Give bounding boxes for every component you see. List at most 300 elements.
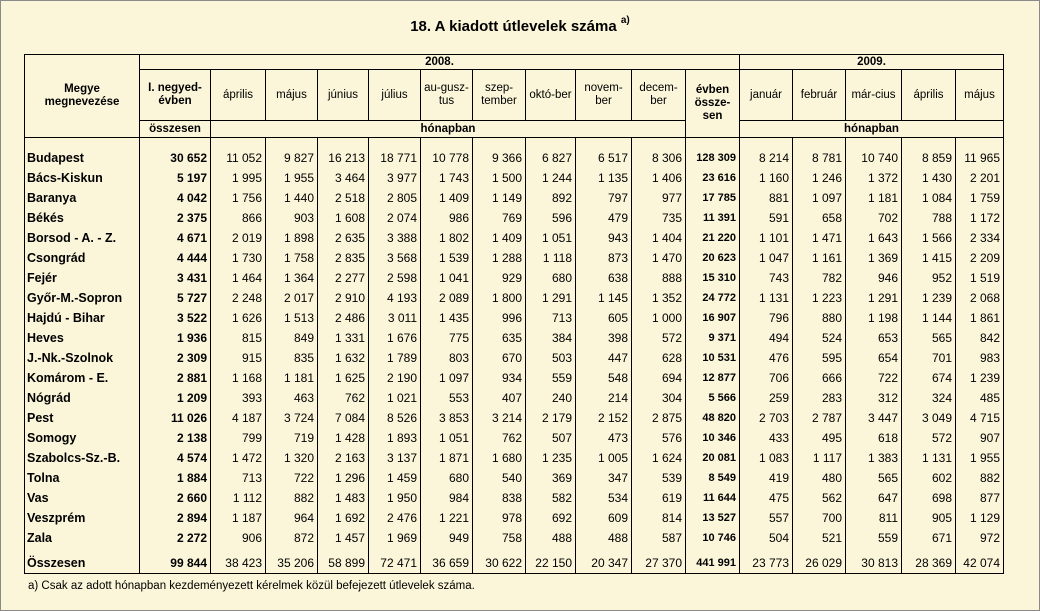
table-cell: 1 884	[140, 468, 211, 488]
table-cell: 762	[473, 428, 526, 448]
table-cell: 666	[793, 368, 846, 388]
table-cell: 775	[421, 328, 473, 348]
table-cell: 7 084	[318, 408, 369, 428]
table-cell: 671	[902, 528, 956, 548]
table-cell: 1 893	[369, 428, 421, 448]
table-cell: 1 404	[632, 228, 686, 248]
table-cell: 6 517	[576, 148, 632, 168]
table-cell: 1 372	[846, 168, 902, 188]
table-cell: 20 081	[686, 448, 740, 468]
county-name: Somogy	[25, 428, 140, 448]
table-cell: 18 771	[369, 148, 421, 168]
table-cell: 595	[793, 348, 846, 368]
table-cell: 628	[632, 348, 686, 368]
table-cell: 5 727	[140, 288, 211, 308]
table-cell: 1 021	[369, 388, 421, 408]
table-cell: 1 296	[318, 468, 369, 488]
table-cell: 1 861	[956, 308, 1004, 328]
table-cell: 1 608	[318, 208, 369, 228]
table-cell: 8 526	[369, 408, 421, 428]
table-cell: 128 309	[686, 148, 740, 168]
table-cell: 881	[740, 188, 793, 208]
table-cell: 572	[632, 328, 686, 348]
table-cell: 23 773	[740, 553, 793, 574]
table-cell: 605	[576, 308, 632, 328]
table-cell: 946	[846, 268, 902, 288]
page-title: 18. A kiadott útlevelek száma $^{a)}$	[410, 15, 630, 35]
table-cell: 587	[632, 528, 686, 548]
table-cell: 2 190	[369, 368, 421, 388]
table-cell: 814	[632, 508, 686, 528]
month-header-2008: július	[369, 70, 421, 121]
county-name: Veszprém	[25, 508, 140, 528]
table-cell: 1 041	[421, 268, 473, 288]
table-cell: 3 214	[473, 408, 526, 428]
table-cell: 1 483	[318, 488, 369, 508]
table-cell: 905	[902, 508, 956, 528]
table-cell: 1 470	[632, 248, 686, 268]
table-row	[25, 528, 1004, 548]
table-cell: 915	[211, 348, 266, 368]
table-cell: 1 626	[211, 308, 266, 328]
table-cell: 26 029	[793, 553, 846, 574]
table-cell: 3 464	[318, 168, 369, 188]
title-footnote-marker: a)	[620, 15, 630, 26]
table-cell: 20 347	[576, 553, 632, 574]
table-cell: 553	[421, 388, 473, 408]
table-cell: 2 881	[140, 368, 211, 388]
table-cell: 11 052	[211, 148, 266, 168]
table-cell: 892	[526, 188, 576, 208]
table-cell: 8 781	[793, 148, 846, 168]
table-cell: 2 334	[956, 228, 1004, 248]
table-cell: 702	[846, 208, 902, 228]
table-cell: 638	[576, 268, 632, 288]
table-cell: 15 310	[686, 268, 740, 288]
table-cell: 653	[846, 328, 902, 348]
table-cell: 929	[473, 268, 526, 288]
table-cell: 1 000	[632, 308, 686, 328]
table-row	[25, 468, 1004, 488]
month-header-2009: már-cius	[846, 70, 902, 121]
table-cell: 495	[793, 428, 846, 448]
table-cell: 964	[266, 508, 318, 528]
table-cell: 2 375	[140, 208, 211, 228]
table-cell: 3 049	[902, 408, 956, 428]
table-cell: 5 566	[686, 388, 740, 408]
table-cell: 872	[266, 528, 318, 548]
table-cell: 5 197	[140, 168, 211, 188]
table-cell: 369	[526, 468, 576, 488]
table-cell: 1 320	[266, 448, 318, 468]
table-cell: 565	[846, 468, 902, 488]
table-cell: 2 074	[369, 208, 421, 228]
table-cell: 1 950	[369, 488, 421, 508]
table-cell: 1 415	[902, 248, 956, 268]
table-row	[25, 188, 1004, 208]
table-cell: 9 827	[266, 148, 318, 168]
table-cell: 16 907	[686, 308, 740, 328]
month-header-2008: április	[211, 70, 266, 121]
table-cell: 1 969	[369, 528, 421, 548]
table-cell: 1 519	[956, 268, 1004, 288]
county-name: Békés	[25, 208, 140, 228]
table-cell: 1 513	[266, 308, 318, 328]
table-cell: 1 625	[318, 368, 369, 388]
year-2008-header: 2008.	[140, 55, 740, 70]
table-cell: 12 877	[686, 368, 740, 388]
table-cell: 2 309	[140, 348, 211, 368]
table-cell: 2 910	[318, 288, 369, 308]
table-cell: 38 423	[211, 553, 266, 574]
table-cell: 3 568	[369, 248, 421, 268]
table-cell: 882	[266, 488, 318, 508]
table-cell: 504	[740, 528, 793, 548]
table-cell: 3 522	[140, 308, 211, 328]
table-cell: 797	[576, 188, 632, 208]
table-cell: 873	[576, 248, 632, 268]
table-cell: 2 068	[956, 288, 1004, 308]
table-cell: 419	[740, 468, 793, 488]
table-cell: 1 789	[369, 348, 421, 368]
table-cell: 1 239	[956, 368, 1004, 388]
table-cell: 10 346	[686, 428, 740, 448]
table-cell: 1 118	[526, 248, 576, 268]
table-cell: 880	[793, 308, 846, 328]
table-cell: 906	[211, 528, 266, 548]
table-row	[25, 288, 1004, 308]
table-cell: 1 291	[526, 288, 576, 308]
table-cell: 582	[526, 488, 576, 508]
table-cell: 713	[211, 468, 266, 488]
county-name: Vas	[25, 488, 140, 508]
table-cell: 48 820	[686, 408, 740, 428]
table-cell: 1 680	[473, 448, 526, 468]
table-cell: 1 472	[211, 448, 266, 468]
table-cell: 1 409	[421, 188, 473, 208]
table-cell: 3 388	[369, 228, 421, 248]
year-total-header: évben össze-sen	[686, 70, 740, 138]
table-cell: 618	[846, 428, 902, 448]
table-cell: 2 179	[526, 408, 576, 428]
table-cell: 2 277	[318, 268, 369, 288]
county-name: Szabolcs-Sz.-B.	[25, 448, 140, 468]
table-cell: 507	[526, 428, 576, 448]
table-cell: 713	[526, 308, 576, 328]
table-cell: 1 643	[846, 228, 902, 248]
county-name: Budapest	[25, 148, 140, 168]
table-cell: 1 743	[421, 168, 473, 188]
table-cell: 1 145	[576, 288, 632, 308]
table-row	[25, 508, 1004, 528]
table-cell: 8 859	[902, 148, 956, 168]
table-cell: 1 051	[526, 228, 576, 248]
table-cell: 1 291	[846, 288, 902, 308]
table-cell: 949	[421, 528, 473, 548]
table-cell: 1 097	[793, 188, 846, 208]
table-cell: 635	[473, 328, 526, 348]
table-cell: 447	[576, 348, 632, 368]
table-cell: 10 531	[686, 348, 740, 368]
table-cell: 1 459	[369, 468, 421, 488]
table-cell: 1 756	[211, 188, 266, 208]
table-row	[25, 228, 1004, 248]
table-cell: 722	[266, 468, 318, 488]
table-cell: 1 097	[421, 368, 473, 388]
table-cell: 1 288	[473, 248, 526, 268]
table-cell: 463	[266, 388, 318, 408]
table-cell: 485	[956, 388, 1004, 408]
table-cell: 521	[793, 528, 846, 548]
table-cell: 700	[793, 508, 846, 528]
table-cell: 983	[956, 348, 1004, 368]
county-name: Nógrád	[25, 388, 140, 408]
table-cell: 4 574	[140, 448, 211, 468]
county-name: Hajdú - Bihar	[25, 308, 140, 328]
table-cell: 27 370	[632, 553, 686, 574]
table-cell: 480	[793, 468, 846, 488]
table-cell: 2 476	[369, 508, 421, 528]
county-name: Pest	[25, 408, 140, 428]
table-cell: 1 084	[902, 188, 956, 208]
table-cell: 240	[526, 388, 576, 408]
table-cell: 719	[266, 428, 318, 448]
table-cell: 540	[473, 468, 526, 488]
table-cell: 1 129	[956, 508, 1004, 528]
table-cell: 30 652	[140, 148, 211, 168]
table-cell: 6 827	[526, 148, 576, 168]
table-cell: 524	[793, 328, 846, 348]
table-cell: 10 740	[846, 148, 902, 168]
table-cell: 3 447	[846, 408, 902, 428]
table-cell: 312	[846, 388, 902, 408]
table-cell: 596	[526, 208, 576, 228]
table-cell: 2 138	[140, 428, 211, 448]
table-cell: 304	[632, 388, 686, 408]
table-cell: 1 244	[526, 168, 576, 188]
month-header-2008: au-gusz-tus	[421, 70, 473, 121]
table-cell: 2 152	[576, 408, 632, 428]
table-cell: 1 101	[740, 228, 793, 248]
table-cell: 1 239	[902, 288, 956, 308]
q1-total-label: összesen	[140, 121, 211, 138]
table-cell: 2 894	[140, 508, 211, 528]
county-column-header: Megye megnevezése	[25, 55, 140, 138]
table-cell: 2 486	[318, 308, 369, 328]
table-cell: 16 213	[318, 148, 369, 168]
table-cell: 670	[473, 348, 526, 368]
table-cell: 701	[902, 348, 956, 368]
table-row	[25, 268, 1004, 288]
county-name: Heves	[25, 328, 140, 348]
table-cell: 3 724	[266, 408, 318, 428]
county-name: Összesen	[25, 553, 140, 574]
table-cell: 2 805	[369, 188, 421, 208]
table-cell: 11 026	[140, 408, 211, 428]
table-cell: 1 352	[632, 288, 686, 308]
table-cell: 1 955	[956, 448, 1004, 468]
table-cell: 1 005	[576, 448, 632, 468]
table-cell: 347	[576, 468, 632, 488]
table-cell: 1 331	[318, 328, 369, 348]
table-cell: 647	[846, 488, 902, 508]
table-cell: 4 187	[211, 408, 266, 428]
table-cell: 10 746	[686, 528, 740, 548]
table-cell: 1 955	[266, 168, 318, 188]
footnote: a) Csak az adott hónapban kezdeményezett kérelmek közül befejezett útlevelek száma.	[28, 580, 475, 592]
table-cell: 99 844	[140, 553, 211, 574]
table-cell: 28 369	[902, 553, 956, 574]
table-cell: 1 936	[140, 328, 211, 348]
month-header-2008: június	[318, 70, 369, 121]
table-cell: 799	[211, 428, 266, 448]
table-cell: 1 181	[266, 368, 318, 388]
county-name: Fejér	[25, 268, 140, 288]
table-cell: 1 235	[526, 448, 576, 468]
table-cell: 22 150	[526, 553, 576, 574]
table-cell: 986	[421, 208, 473, 228]
table-row	[25, 308, 1004, 328]
county-name: Zala	[25, 528, 140, 548]
table-cell: 534	[576, 488, 632, 508]
table-cell: 3 853	[421, 408, 473, 428]
table-cell: 877	[956, 488, 1004, 508]
table-cell: 488	[576, 528, 632, 548]
table-cell: 8 549	[686, 468, 740, 488]
table-cell: 2 248	[211, 288, 266, 308]
table-cell: 2 787	[793, 408, 846, 428]
table-cell: 2 201	[956, 168, 1004, 188]
table-cell: 1 566	[902, 228, 956, 248]
table-cell: 11 644	[686, 488, 740, 508]
table-cell: 735	[632, 208, 686, 228]
table-cell: 1 435	[421, 308, 473, 328]
table-cell: 2 272	[140, 528, 211, 548]
total-row	[25, 553, 1004, 574]
table-cell: 23 616	[686, 168, 740, 188]
table-cell: 13 527	[686, 508, 740, 528]
table-cell: 2 019	[211, 228, 266, 248]
table-cell: 1 759	[956, 188, 1004, 208]
table-cell: 978	[473, 508, 526, 528]
table-cell: 21 220	[686, 228, 740, 248]
county-name: Bács-Kiskun	[25, 168, 140, 188]
table-row	[25, 448, 1004, 468]
table-row	[25, 368, 1004, 388]
table-cell: 972	[956, 528, 1004, 548]
table-cell: 996	[473, 308, 526, 328]
table-cell: 743	[740, 268, 793, 288]
table-cell: 2 163	[318, 448, 369, 468]
table-cell: 576	[632, 428, 686, 448]
table-cell: 214	[576, 388, 632, 408]
table-cell: 24 772	[686, 288, 740, 308]
month-header-2009: május	[956, 70, 1004, 121]
table-cell: 9 366	[473, 148, 526, 168]
table-cell: 706	[740, 368, 793, 388]
table-cell: 1 117	[793, 448, 846, 468]
table-cell: 2 635	[318, 228, 369, 248]
county-name: Csongrád	[25, 248, 140, 268]
table-cell: 488	[526, 528, 576, 548]
table-cell: 1 802	[421, 228, 473, 248]
month-header-2009: április	[902, 70, 956, 121]
table-cell: 475	[740, 488, 793, 508]
table-cell: 17 785	[686, 188, 740, 208]
year-2009-header: 2009.	[740, 55, 1004, 70]
table-cell: 782	[793, 268, 846, 288]
table-row	[25, 408, 1004, 428]
table-cell: 1 198	[846, 308, 902, 328]
table-cell: 882	[956, 468, 1004, 488]
table-cell: 3 431	[140, 268, 211, 288]
table-cell: 557	[740, 508, 793, 528]
table-cell: 30 622	[473, 553, 526, 574]
table-row	[25, 428, 1004, 448]
table-cell: 952	[902, 268, 956, 288]
table-cell: 1 632	[318, 348, 369, 368]
table-cell: 8 306	[632, 148, 686, 168]
table-cell: 674	[902, 368, 956, 388]
table-cell: 58 899	[318, 553, 369, 574]
table-cell: 548	[576, 368, 632, 388]
table-cell: 658	[793, 208, 846, 228]
table-cell: 694	[632, 368, 686, 388]
county-name: Borsod - A. - Z.	[25, 228, 140, 248]
table-cell: 1 406	[632, 168, 686, 188]
table-cell: 4 671	[140, 228, 211, 248]
table-cell: 441 991	[686, 553, 740, 574]
table-cell: 2 209	[956, 248, 1004, 268]
table-cell: 903	[266, 208, 318, 228]
table-cell: 2 875	[632, 408, 686, 428]
table-cell: 835	[266, 348, 318, 368]
table-cell: 1 758	[266, 248, 318, 268]
table-cell: 4 042	[140, 188, 211, 208]
table-cell: 2 518	[318, 188, 369, 208]
table-row	[25, 148, 1004, 168]
table-cell: 591	[740, 208, 793, 228]
month-header-2009: január	[740, 70, 793, 121]
table-cell: 4 715	[956, 408, 1004, 428]
month-header-2008: novem-ber	[576, 70, 632, 121]
table-cell: 1 223	[793, 288, 846, 308]
table-cell: 1 160	[740, 168, 793, 188]
table-cell: 20 623	[686, 248, 740, 268]
table-cell: 1 871	[421, 448, 473, 468]
table-cell: 407	[473, 388, 526, 408]
table-cell: 393	[211, 388, 266, 408]
table-row	[25, 248, 1004, 268]
table-cell: 2 089	[421, 288, 473, 308]
table-row	[25, 488, 1004, 508]
table-cell: 283	[793, 388, 846, 408]
table-cell: 1 181	[846, 188, 902, 208]
table-cell: 698	[902, 488, 956, 508]
table-cell: 934	[473, 368, 526, 388]
table-cell: 4 193	[369, 288, 421, 308]
table-cell: 1 428	[318, 428, 369, 448]
table-cell: 838	[473, 488, 526, 508]
monthly-label-2009: hónapban	[740, 121, 1004, 138]
table-cell: 562	[793, 488, 846, 508]
table-cell: 1 047	[740, 248, 793, 268]
table-cell: 4 444	[140, 248, 211, 268]
table-cell: 476	[740, 348, 793, 368]
table-cell: 769	[473, 208, 526, 228]
table-cell: 1 383	[846, 448, 902, 468]
table-cell: 3 011	[369, 308, 421, 328]
